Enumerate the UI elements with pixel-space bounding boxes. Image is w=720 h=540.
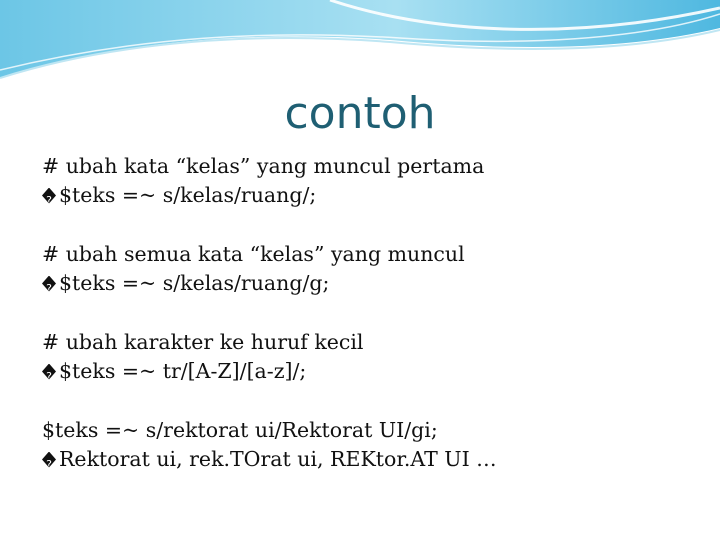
line-text: $teks =~ s/rektorat ui/Rektorat UI/gi; [42,418,438,442]
bullet-line [42,181,702,210]
unknown-glyph-icon [42,188,56,204]
unknown-glyph-icon [42,276,56,292]
comment-line [42,328,702,357]
line-text: $teks =~ tr/[A-Z]/[a-z]/; [59,359,307,383]
text-block [42,240,702,298]
slide-body [42,152,702,504]
text-block [42,416,702,474]
line-text: Rektorat ui, rek.TOrat ui, REKtor.AT UI … [59,447,497,471]
slide-title: contoh [284,88,436,139]
line-text: # ubah karakter ke huruf kecil [42,330,364,354]
line-text: # ubah semua kata “kelas” yang muncul [42,242,465,266]
text-block [42,152,702,210]
bullet-line [42,357,702,386]
header-wave-decoration [0,0,720,90]
line-text: $teks =~ s/kelas/ruang/g; [59,271,330,295]
unknown-glyph-icon [42,364,56,380]
comment-line [42,416,702,445]
comment-line [42,152,702,181]
text-block [42,328,702,386]
bullet-line [42,269,702,298]
bullet-line [42,445,702,474]
unknown-glyph-icon [42,452,56,468]
line-text: $teks =~ s/kelas/ruang/; [59,183,317,207]
comment-line [42,240,702,269]
line-text: # ubah kata “kelas” yang muncul pertama [42,154,485,178]
